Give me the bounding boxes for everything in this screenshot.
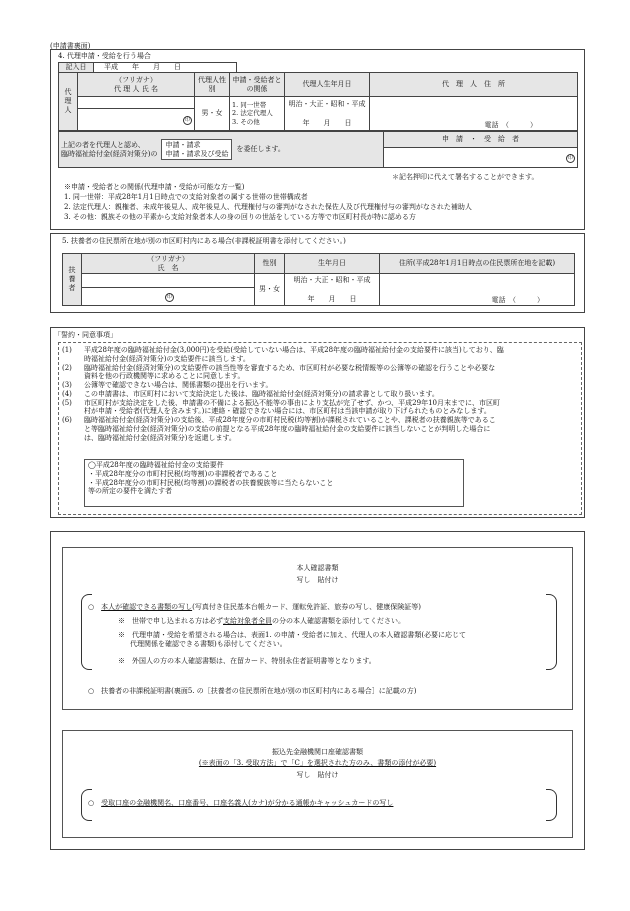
dependent-furigana-field[interactable]	[82, 274, 255, 288]
dependent-address-field[interactable]	[380, 274, 575, 306]
pledge-item: (6) 臨時福祉給付金(経済対策分)の支給後、平成28年度分の市町村民税(均等割)が課税されていることや、課税者の扶養親族等であるこ と等臨時福祉給付金(経済対策分)の支給の前提となる平成28年度の臨時福祉給付金の支給要件に該当しないことが判明した場合に は、臨時福祉給付金(経済対策分)を返還します。	[62, 416, 496, 442]
dependent-gender-header: 性別	[255, 254, 285, 274]
agent-phone: 電話 （ ）	[484, 121, 537, 130]
seal-icon: 印	[567, 154, 573, 161]
pledge-title: 「誓約・同意事項」	[54, 331, 117, 339]
agent-birth-field[interactable]: 明治・大正・昭和・平成 年 月 日	[285, 97, 370, 131]
agent-table	[58, 72, 578, 131]
bank-docs-note: (※表面の「3. 受取方法」で「C」を選択された方のみ、書類の添付が必要)	[198, 759, 437, 767]
dependent-vertical-label: 扶養者	[63, 254, 82, 306]
bank-docs-title: 振込先金融機関口座確認書類	[272, 748, 363, 756]
id-docs-copy-link: 本人が確認できる書類の写し	[101, 603, 193, 611]
pledge-item: (3) 公簿等で確認できない場合は、関係書類の提出を行います。	[62, 381, 273, 389]
agent-address-header: 代 理 人 住 所	[370, 73, 578, 97]
delegation-table	[58, 131, 578, 168]
bracket-right	[546, 789, 557, 821]
dependent-table	[62, 253, 575, 306]
relation-note-3: 3. その他：親族その他の平素から支給対象者本人の身の回りの世話をしている方等で市区町村長が特に認める方	[64, 213, 416, 221]
id-bullet-2: ○ 扶養者の非課税証明書(裏面5. の［扶養者の住民票所在地が別の市区町村内にある場合］に記載の方)	[88, 687, 417, 695]
applicant-header: 申 請 ・ 受 給 者	[384, 132, 578, 148]
section-5-title: 5. 扶養者の住民票所在地が別の市区町村内にある場合(非課税証明書を添付してください。)	[62, 237, 346, 245]
dependent-address-header: 住所(平成28年1月1日時点の住民票所在地を記載)	[380, 254, 575, 274]
dependent-phone: 電話 （ ）	[491, 296, 544, 305]
dependent-gender-field[interactable]: 男・女	[255, 274, 285, 306]
id-note-2: ※ 代理申請・受給を希望される場合は、表面1. の申請・受給者に加え、代理人の本人確認書類(必要に応じて 代理関係を確認できる書類)も添付してください。	[118, 631, 467, 648]
bracket-right	[546, 594, 557, 670]
pledge-list	[62, 346, 574, 442]
dependent-name-field[interactable]	[82, 288, 255, 306]
agent-relation-options[interactable]: 1. 同一世帯 2. 法定代理人 3. その他	[230, 97, 285, 131]
section-4-title: 4. 代理申請・受給を行う場合	[58, 52, 151, 60]
bank-docs-box	[62, 730, 573, 838]
agent-name-header: （フリガナ） 代 理 人 氏 名	[78, 73, 195, 97]
agent-address-field[interactable]	[370, 97, 578, 131]
agent-furigana-field[interactable]	[78, 97, 195, 109]
relation-note-title: ※申請・受給者との関係(代理申請・受給が可能な方一覧)	[64, 183, 245, 191]
id-note-1: ※ 世帯で申し込まれる方は必ず支給対象者全員の分の本人確認書類を添付してください。	[118, 617, 405, 625]
agent-birth-header: 代理人生年月日	[285, 73, 370, 97]
seal-icon: 印	[184, 116, 190, 123]
page-header: (申請書裏面)	[50, 42, 91, 50]
agent-relation-header: 申請・受給者との関係	[230, 73, 285, 97]
relation-note-1: 1. 同一世帯：平成28年1月1日時点での支給対象者の属する世帯の世帯構成者	[64, 193, 308, 201]
id-bullet-1: ○ 本人が確認できる書類の写し(写真付き住民基本台帳カード、運転免許証、旅券の写し、健康保険証等)	[88, 603, 421, 611]
applicant-name-field[interactable]	[384, 148, 578, 168]
pledge-item: (4) この申請書は、市区町村において支給決定した後は、臨時福祉給付金(経済対策分)の請求書として取り扱います。	[62, 389, 439, 398]
entry-date-label: 記入日	[59, 63, 94, 73]
agent-gender-header: 代理人性別	[195, 73, 230, 97]
pledge-item: (5) 市区町村が支給決定をした後、申請書の不備による振込不能等の事由により支払が完了せず、かつ、平成29年10月末までに、市区町 村が申請・受給者(代理人を含みます。)に連絡・確認できない場合には、市区町村は当該申請が取り下げられたものとみなします。	[62, 398, 500, 416]
delegate-scope-options[interactable]: 申請・請求 申請・請求及び受給	[161, 139, 232, 161]
agent-gender-field[interactable]: 男・女	[195, 97, 230, 131]
dependent-birth-field[interactable]: 明治・大正・昭和・平成 年 月 日	[285, 274, 380, 306]
requirements-box: ◯平成28年度の臨時福祉給付金の支給要件 ・平成28年度分の市町村民税(均等割)の非課税者であること ・平成28年度分の市町村民税(均等割)の課税者の扶養親族等に当たらないこと 等の所定の要件を満たす者	[84, 459, 464, 507]
pledge-item: (1) 平成28年度の臨時福祉給付金(3,000円)を受給(受給していない場合は、平成28年度の臨時福祉給付金の支給要件に該当)しており、臨 時福祉給付金(経済対策分)の支給要件に該当します。	[62, 346, 504, 363]
delegation-text: 上記の者を代理人と認め、 臨時福祉給付金(経済対策分)の 申請・請求 申請・請求及び受給 を委任します。	[59, 132, 384, 168]
seal-icon: 印	[166, 293, 172, 300]
dependent-birth-header: 生年月日	[285, 254, 380, 274]
entry-date-field[interactable]: 平成 年 月 日	[94, 63, 237, 73]
pledge-item: (2) 臨時福祉給付金(経済対策分)の支給要件の該当性等を審査するため、市区町村が必要な税情報等の公簿等の確認を行うことや必要な 資料を他の行政機関等に求めることに同意します。	[62, 363, 496, 381]
id-docs-title: 本人確認書類	[296, 564, 339, 572]
agent-name-field[interactable]	[78, 109, 195, 131]
agent-vertical-label: 代理人	[59, 73, 78, 131]
relation-note-2: 2. 法定代理人：親権者、未成年後見人、成年後見人、代理権付与の審判がなされた保佐人及び代理権付与の審判がなされた補助人	[64, 203, 472, 211]
id-note-3: ※ 外国人の方の本人確認書類は、在留カード、特別永住者証明書等となります。	[118, 657, 376, 665]
bank-bullet: ○ 受取口座の金融機関名、口座番号、口座名義人(カナ)が分かる通帳かキャッシュカードの写し	[88, 799, 394, 807]
bank-docs-subtitle: 写し 貼付け	[296, 771, 339, 779]
seal-note: ＊記名押印に代えて署名することができます。	[392, 173, 539, 181]
id-docs-subtitle: 写し 貼付け	[296, 576, 339, 584]
dependent-name-header: （フリガナ） 氏 名	[82, 254, 255, 274]
